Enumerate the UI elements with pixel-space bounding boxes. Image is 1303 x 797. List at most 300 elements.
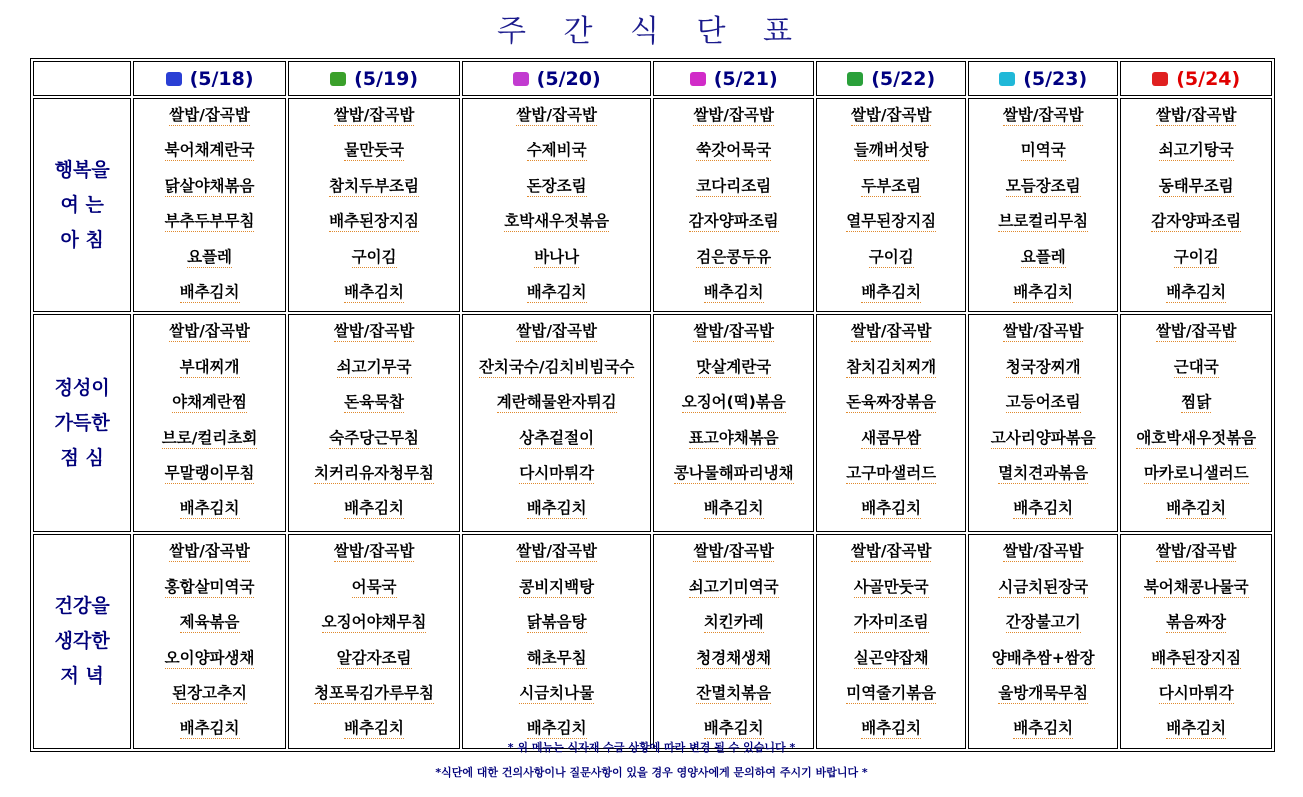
menu-item [654, 205, 814, 240]
menu-item-text: 요플레 [1020, 247, 1066, 266]
menu-item [463, 571, 650, 606]
menu-item [463, 99, 650, 134]
meal-label-line: 여 는 [60, 193, 104, 216]
menu-item-text: 배추김치 [179, 499, 240, 518]
menu-item-text: 두부조림 [861, 176, 922, 195]
day-header: (5/22) [816, 61, 965, 96]
menu-item [134, 492, 284, 527]
menu-item [463, 422, 650, 457]
day-header: (5/23) [968, 61, 1118, 96]
menu-item-text: 쌀밥/잡곡밥 [333, 322, 415, 341]
menu-item-text: 배추김치 [344, 499, 405, 518]
menu-item-text: 배추김치 [1166, 719, 1227, 738]
menu-cell [653, 534, 815, 748]
menu-cell [1120, 98, 1272, 312]
menu-item-text: 홍합살미역국 [164, 577, 255, 596]
menu-item-text: 고등어조림 [1005, 393, 1081, 412]
meal-row [33, 534, 1272, 748]
menu-item-text: 검은콩두유 [696, 247, 772, 266]
menu-item-text: 새콤무쌈 [861, 428, 922, 447]
corner-cell [33, 61, 131, 96]
menu-item-text: 가자미조림 [853, 613, 929, 632]
menu-item-text: 쌀밥/잡곡밥 [1002, 322, 1084, 341]
meal-label-line: 저 녁 [60, 665, 104, 688]
menu-item-text: 잔치국수/김치비빔국수 [478, 357, 635, 376]
menu-item-text: 모듬장조림 [1005, 176, 1081, 195]
menu-change-note: * 위 메뉴는 식자재 수급 상황에 따라 변경 될 수 있습니다 * [507, 741, 796, 754]
menu-item-text: 쌀밥/잡곡밥 [850, 322, 932, 341]
menu-item [817, 134, 964, 169]
menu-item-text: 울방개묵무침 [998, 683, 1089, 702]
menu-item-text: 청포묵김가루무침 [314, 683, 434, 702]
menu-item-text: 쌀밥/잡곡밥 [169, 542, 250, 561]
meal-label-line: 아 침 [60, 228, 104, 251]
menu-item-text: 배추김치 [344, 282, 405, 301]
menu-item [817, 677, 964, 712]
menu-item [289, 606, 460, 641]
menu-item-text: 볶음짜장 [1166, 613, 1227, 632]
menu-item [969, 642, 1117, 677]
menu-item-text: 치킨카레 [703, 613, 764, 632]
menu-item-text: 바나나 [534, 247, 580, 266]
menu-item [969, 315, 1117, 350]
menu-item-text: 미역줄기볶음 [846, 683, 937, 702]
menu-item [463, 170, 650, 205]
menu-cell [288, 534, 461, 748]
menu-item-text: 감자양파조림 [688, 212, 779, 231]
menu-item-text: 배추김치 [703, 282, 764, 301]
menu-item-text: 배추김치 [861, 499, 922, 518]
menu-cell [653, 314, 815, 532]
menu-item-text: 쌀밥/잡곡밥 [1155, 322, 1237, 341]
menu-item-text: 쌀밥/잡곡밥 [1002, 106, 1084, 124]
weekly-menu-table [30, 58, 1275, 752]
menu-item [969, 457, 1117, 492]
menu-item-text: 구이김 [1173, 247, 1219, 266]
menu-item [654, 492, 814, 527]
menu-item [969, 535, 1117, 570]
menu-item [1121, 170, 1271, 205]
menu-item [463, 134, 650, 169]
menu-item-text: 동태무조림 [1158, 176, 1234, 195]
menu-item-text: 돈육묵찹 [344, 393, 405, 412]
menu-item-text: 콩비지백탕 [519, 577, 595, 596]
menu-cell [133, 98, 285, 312]
menu-item [463, 241, 650, 276]
menu-item [817, 315, 964, 350]
menu-item-text: 배추김치 [1166, 499, 1227, 518]
menu-item-text: 배추김치 [526, 719, 587, 738]
menu-item [654, 642, 814, 677]
meal-label-line: 정성이 [54, 376, 110, 399]
menu-item-text: 돈장조림 [526, 176, 587, 195]
menu-item [289, 205, 460, 240]
meal-label-line: 가득한 [54, 411, 110, 434]
menu-item [134, 386, 284, 421]
meal-label-line: 점 심 [60, 446, 104, 469]
menu-item [654, 134, 814, 169]
menu-item-text: 해초무침 [526, 648, 587, 667]
menu-item-text: 배추김치 [703, 719, 764, 738]
menu-item [289, 276, 460, 311]
menu-cell [816, 534, 965, 748]
menu-item-text: 오징어야채무침 [321, 613, 427, 632]
day-icon [330, 72, 346, 86]
menu-item-text: 제육볶음 [179, 613, 240, 632]
menu-item-text: 배추김치 [861, 282, 922, 301]
header-row [33, 61, 1272, 96]
menu-item [817, 351, 964, 386]
menu-item [134, 457, 284, 492]
menu-cell [816, 314, 965, 532]
meal-row [33, 98, 1272, 312]
menu-item-text: 쇠고기무국 [336, 357, 412, 376]
menu-item-text: 시금치된장국 [998, 577, 1089, 596]
menu-item [1121, 99, 1271, 134]
menu-item-text: 계란해물완자튀김 [496, 393, 617, 412]
menu-item [134, 535, 284, 570]
menu-item-text: 쌀밥/잡곡밥 [693, 542, 774, 561]
menu-item-text: 코다리조림 [696, 176, 772, 195]
menu-item-text: 알감자조림 [336, 648, 412, 667]
menu-item-text: 숙주당근무침 [329, 428, 419, 447]
menu-item [463, 315, 650, 350]
menu-item [654, 457, 814, 492]
menu-item [289, 422, 460, 457]
meal-label-line: 생각한 [54, 630, 110, 653]
menu-item-text: 쌀밥/잡곡밥 [169, 106, 250, 124]
menu-item-text: 양배추쌈+쌈장 [991, 648, 1095, 667]
menu-cell [1120, 314, 1272, 532]
menu-item [969, 386, 1117, 421]
menu-item-text: 쌀밥/잡곡밥 [1155, 106, 1237, 124]
menu-item [134, 571, 284, 606]
menu-item-text: 시금치나물 [519, 683, 595, 702]
menu-item-text: 쌀밥/잡곡밥 [693, 106, 774, 124]
menu-item [817, 642, 964, 677]
menu-item [463, 386, 650, 421]
meal-label-line: 건강을 [54, 595, 110, 618]
menu-item [463, 457, 650, 492]
day-header: (5/21) [653, 61, 815, 96]
menu-item-text: 감자양파조림 [1151, 212, 1242, 231]
menu-item [1121, 457, 1271, 492]
menu-item [969, 241, 1117, 276]
menu-item-text: 다시마튀각 [1158, 683, 1234, 702]
menu-item [289, 315, 460, 350]
menu-item-text: 쌀밥/잡곡밥 [516, 542, 597, 561]
menu-item [817, 386, 964, 421]
menu-item-text: 찜닭 [1181, 393, 1212, 412]
menu-item-text: 배추김치 [1013, 719, 1074, 738]
menu-item-text: 쌀밥/잡곡밥 [693, 322, 774, 341]
menu-item [289, 170, 460, 205]
menu-item [134, 99, 284, 134]
menu-item [654, 571, 814, 606]
menu-item [969, 276, 1117, 311]
meal-label [33, 314, 131, 532]
menu-item [1121, 677, 1271, 712]
menu-cell [816, 98, 965, 312]
menu-item [289, 241, 460, 276]
menu-item [1121, 422, 1271, 457]
menu-item [654, 170, 814, 205]
menu-item-text: 치커리유자청무침 [314, 463, 434, 482]
menu-item-text: 쌀밥/잡곡밥 [169, 322, 250, 341]
menu-item-text: 참치김치찌개 [846, 357, 937, 376]
menu-item-text: 쌀밥/잡곡밥 [333, 106, 415, 124]
menu-item [969, 99, 1117, 134]
menu-item [969, 205, 1117, 240]
menu-item [654, 386, 814, 421]
menu-item [134, 422, 284, 457]
menu-item [463, 535, 650, 570]
day-icon [513, 72, 529, 86]
menu-item [817, 205, 964, 240]
menu-item-text: 잔멸치볶음 [696, 683, 772, 702]
menu-item [463, 642, 650, 677]
menu-item [817, 606, 964, 641]
menu-item-text: 배추김치 [1166, 282, 1227, 301]
menu-item-text: 오이양파생채 [164, 648, 255, 667]
meal-label [33, 98, 131, 312]
menu-item [289, 677, 460, 712]
menu-item [289, 134, 460, 169]
menu-item [463, 351, 650, 386]
menu-item [1121, 386, 1271, 421]
menu-item [817, 571, 964, 606]
day-icon [1152, 72, 1168, 86]
menu-cell [968, 314, 1118, 532]
day-icon [999, 72, 1015, 86]
menu-item [969, 422, 1117, 457]
menu-cell [462, 534, 651, 748]
menu-item [134, 642, 284, 677]
menu-item-text: 고구마샐러드 [846, 463, 937, 482]
menu-cell [462, 314, 651, 532]
menu-item [654, 276, 814, 311]
menu-item [969, 134, 1117, 169]
menu-item [463, 276, 650, 311]
day-icon [166, 72, 182, 86]
menu-item [463, 492, 650, 527]
menu-item-text: 북어채계란국 [164, 141, 255, 160]
menu-item [1121, 606, 1271, 641]
menu-item [969, 170, 1117, 205]
menu-item [817, 422, 964, 457]
menu-item [654, 99, 814, 134]
menu-item [1121, 134, 1271, 169]
menu-item-text: 마카로니샐러드 [1143, 463, 1249, 482]
menu-item [1121, 351, 1271, 386]
menu-item-text: 쌀밥/잡곡밥 [333, 542, 415, 561]
menu-item [463, 677, 650, 712]
menu-item-text: 미역국 [1020, 141, 1066, 160]
menu-item [289, 642, 460, 677]
menu-item-text: 배추김치 [1013, 282, 1074, 301]
menu-item [289, 535, 460, 570]
menu-item [969, 606, 1117, 641]
menu-item [969, 492, 1117, 527]
menu-item-text: 실곤약잡채 [853, 648, 929, 667]
menu-item-text: 무말랭이무침 [164, 463, 255, 482]
menu-item-text: 배추김치 [526, 499, 587, 518]
menu-item-text: 브로컬리무침 [998, 212, 1089, 231]
menu-item-text: 청경채생채 [696, 648, 772, 667]
menu-item-text: 배추김치 [703, 499, 764, 518]
menu-item [289, 492, 460, 527]
menu-item-text: 쌀밥/잡곡밥 [1002, 542, 1084, 561]
menu-item-text: 배추김치 [179, 282, 240, 301]
menu-item-text: 어묵국 [351, 577, 397, 596]
menu-cell [288, 314, 461, 532]
menu-item [134, 606, 284, 641]
menu-item-text: 배추김치 [861, 719, 922, 738]
menu-item-text: 쇠고기미역국 [688, 577, 779, 596]
menu-item [817, 535, 964, 570]
menu-item [1121, 315, 1271, 350]
menu-item [817, 457, 964, 492]
menu-item-text: 부대찌개 [179, 357, 240, 376]
menu-item [1121, 642, 1271, 677]
menu-item [817, 276, 964, 311]
menu-item-text: 수제비국 [526, 141, 587, 160]
menu-item-text: 쌀밥/잡곡밥 [516, 322, 597, 341]
menu-item [1121, 571, 1271, 606]
menu-item-text: 고사리양파볶음 [990, 428, 1096, 447]
menu-item-text: 오징어(떡)볶음 [681, 393, 786, 412]
menu-item [463, 205, 650, 240]
menu-item-text: 야채계란찜 [172, 393, 247, 412]
menu-item [654, 315, 814, 350]
menu-item-text: 콩나물해파리냉채 [673, 463, 794, 482]
meal-label-line: 행복을 [54, 158, 110, 181]
meal-label [33, 534, 131, 748]
menu-item-text: 청국장찌개 [1005, 357, 1081, 376]
menu-item [654, 606, 814, 641]
menu-item [134, 134, 284, 169]
menu-item [134, 351, 284, 386]
menu-item [134, 315, 284, 350]
menu-item-text: 들깨버섯탕 [853, 141, 929, 160]
menu-item-text: 브로/컬리초회 [161, 428, 258, 447]
menu-item-text: 구이김 [868, 247, 914, 266]
menu-item [134, 205, 284, 240]
menu-item-text: 배추김치 [344, 719, 405, 738]
menu-cell [968, 534, 1118, 748]
day-icon [690, 72, 706, 86]
menu-cell [1120, 534, 1272, 748]
menu-item-text: 쌀밥/잡곡밥 [516, 106, 597, 124]
menu-item [1121, 205, 1271, 240]
day-header: (5/18) [133, 61, 285, 96]
menu-item [969, 677, 1117, 712]
menu-item [134, 170, 284, 205]
menu-item [817, 492, 964, 527]
menu-item-text: 된장고추지 [172, 683, 247, 702]
menu-cell [133, 314, 285, 532]
menu-item-text: 쌀밥/잡곡밥 [850, 106, 932, 124]
menu-item [289, 351, 460, 386]
menu-item-text: 멸치견과볶음 [998, 463, 1089, 482]
menu-cell [133, 534, 285, 748]
menu-item [654, 241, 814, 276]
menu-item [654, 351, 814, 386]
day-header: (5/24) [1120, 61, 1272, 96]
menu-item [289, 99, 460, 134]
menu-item-text: 쑥갓어묵국 [696, 141, 772, 160]
page-title: 주 간 식 단 표 [496, 14, 807, 49]
menu-item [817, 170, 964, 205]
menu-item-text: 표고야채볶음 [688, 428, 779, 447]
menu-item-text: 배추된장지짐 [1151, 648, 1242, 667]
menu-item [1121, 492, 1271, 527]
menu-item [654, 677, 814, 712]
menu-item-text: 물만둣국 [344, 141, 405, 160]
menu-cell [462, 98, 651, 312]
menu-item-text: 쌀밥/잡곡밥 [850, 542, 932, 561]
menu-item [817, 99, 964, 134]
menu-cell [968, 98, 1118, 312]
menu-item-text: 맛살계란국 [696, 357, 772, 376]
day-icon [847, 72, 863, 86]
menu-item-text: 북어채콩나물국 [1143, 577, 1249, 596]
menu-item-text: 열무된장지짐 [846, 212, 937, 231]
menu-item-text: 부추두부무침 [164, 212, 255, 231]
menu-item-text: 배추김치 [526, 282, 587, 301]
menu-item [654, 535, 814, 570]
menu-item-text: 배추김치 [179, 719, 240, 738]
menu-item [289, 571, 460, 606]
menu-item-text: 호박새우젓볶음 [504, 212, 610, 231]
menu-item [134, 241, 284, 276]
menu-item [463, 606, 650, 641]
menu-item-text: 다시마튀각 [519, 463, 595, 482]
menu-item-text: 배추김치 [1013, 499, 1074, 518]
menu-item-text: 쇠고기탕국 [1158, 141, 1234, 160]
day-header: (5/20) [462, 61, 651, 96]
menu-item-text: 닭볶음탕 [526, 613, 587, 632]
menu-item [1121, 276, 1271, 311]
menu-cell [653, 98, 815, 312]
menu-item [134, 276, 284, 311]
menu-item-text: 구이김 [351, 247, 397, 266]
menu-item-text: 요플레 [187, 247, 233, 266]
day-header: (5/19) [288, 61, 461, 96]
menu-item [969, 351, 1117, 386]
menu-item [1121, 241, 1271, 276]
menu-cell [288, 98, 461, 312]
meal-row [33, 314, 1272, 532]
menu-item-text: 참치두부조림 [329, 176, 419, 195]
menu-item [289, 457, 460, 492]
menu-item-text: 간장불고기 [1005, 613, 1081, 632]
menu-item-text: 쌀밥/잡곡밥 [1155, 542, 1237, 561]
menu-item [817, 241, 964, 276]
menu-item [134, 677, 284, 712]
menu-item-text: 근대국 [1173, 357, 1219, 376]
menu-item-text: 사골만둣국 [853, 577, 929, 596]
menu-item-text: 돈육짜장볶음 [846, 393, 937, 412]
inquiry-note: *식단에 대한 건의사항이나 질문사항이 있을 경우 영양사에게 문의하여 주시기 바랍니다 * [435, 766, 868, 779]
menu-item [654, 422, 814, 457]
menu-item [1121, 535, 1271, 570]
menu-item [289, 386, 460, 421]
menu-item [969, 571, 1117, 606]
menu-item-text: 상추겉절이 [519, 428, 595, 447]
menu-item-text: 애호박새우젓볶음 [1136, 428, 1257, 447]
menu-item-text: 닭살야채볶음 [164, 176, 255, 195]
